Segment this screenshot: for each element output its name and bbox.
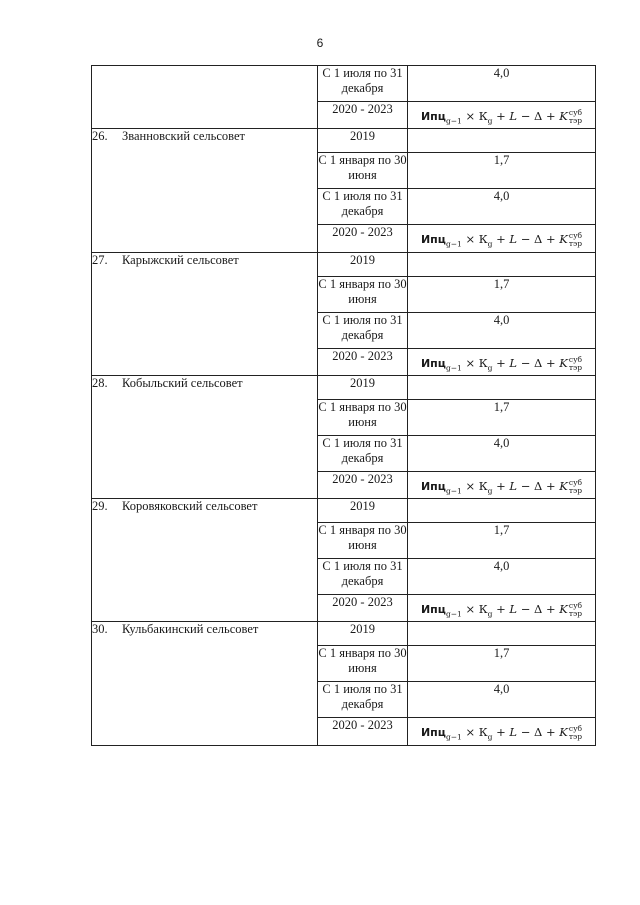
formula-plus-2: + xyxy=(545,109,556,123)
formula-minus: − xyxy=(520,232,531,247)
formula-delta: Δ xyxy=(534,478,543,493)
formula-l: L xyxy=(509,478,518,493)
formula-plus-2: + xyxy=(545,725,556,740)
formula-ipc: Ипц xyxy=(420,233,446,247)
settlement-name-cell xyxy=(92,375,318,498)
formula-k2: K xyxy=(559,725,568,740)
formula-plus: + xyxy=(496,725,506,740)
row-number: 27. xyxy=(92,252,108,267)
tariff-formula xyxy=(408,349,595,375)
period-cell: 2019 xyxy=(318,129,408,153)
formula-plus-2: + xyxy=(545,602,556,617)
formula-times: × xyxy=(465,109,476,123)
settlement-name-cell xyxy=(92,622,318,745)
formula-k: К xyxy=(478,602,488,617)
period-cell: 2020 - 2023 xyxy=(318,225,408,252)
value-cell: 4,0 xyxy=(408,682,596,718)
formula-ipc: Ипц xyxy=(420,479,446,493)
formula-ipc: Ипц xyxy=(420,356,446,370)
settlement-name: Карыжский сельсовет xyxy=(122,252,239,267)
formula-k2: K xyxy=(559,602,568,617)
formula-l: L xyxy=(509,109,518,123)
tariff-formula xyxy=(408,472,595,498)
tariff-formula xyxy=(408,102,595,128)
settlement-name: Кобыльский сельсовет xyxy=(122,375,243,390)
formula-delta: Δ xyxy=(534,725,543,740)
tariff-table-body xyxy=(92,66,596,746)
formula-k-sub: g xyxy=(487,239,493,249)
period-cell: 2020 - 2023 xyxy=(318,348,408,375)
value-cell-empty xyxy=(408,622,596,646)
formula-l: L xyxy=(509,355,518,370)
formula-ipc-sub: g−1 xyxy=(445,362,462,372)
formula-plus: + xyxy=(496,109,506,123)
formula-minus: − xyxy=(520,725,531,740)
settlement-name: Званновский сельсовет xyxy=(122,129,245,144)
formula-k: К xyxy=(478,478,488,493)
formula-plus-2: + xyxy=(545,478,556,493)
period-cell: 2019 xyxy=(318,252,408,276)
formula-plus: + xyxy=(496,355,506,370)
formula-cell xyxy=(408,348,596,375)
formula-k2-sub: тэр xyxy=(568,239,583,249)
name-cell-empty xyxy=(92,66,318,129)
formula-cell xyxy=(408,718,596,745)
formula-plus-2: + xyxy=(545,355,556,370)
formula-k2-sub: тэр xyxy=(568,732,583,742)
formula-minus: − xyxy=(520,109,531,123)
period-cell: С 1 июля по 31 декабря xyxy=(318,435,408,471)
value-cell: 4,0 xyxy=(408,435,596,471)
period-cell: 2020 - 2023 xyxy=(318,718,408,745)
value-cell-empty xyxy=(408,499,596,523)
row-number: 29. xyxy=(92,499,108,514)
formula-k2-sup: суб xyxy=(568,231,583,241)
formula-ipc-sub: g−1 xyxy=(445,239,462,249)
formula-minus: − xyxy=(520,355,531,370)
formula-k-sub: g xyxy=(487,116,493,126)
formula-k2-sub: тэр xyxy=(568,485,583,495)
formula-k2-sup: суб xyxy=(568,724,583,734)
formula-k2-sub: тэр xyxy=(568,362,583,372)
formula-cell xyxy=(408,471,596,498)
period-cell: С 1 июля по 31 декабря xyxy=(318,682,408,718)
formula-k: К xyxy=(478,355,488,370)
value-cell: 1,7 xyxy=(408,399,596,435)
period-cell: 2019 xyxy=(318,622,408,646)
period-cell: 2019 xyxy=(318,499,408,523)
formula-k-sub: g xyxy=(487,362,493,372)
formula-k2-sup: суб xyxy=(568,601,583,611)
formula-ipc-sub: g−1 xyxy=(445,732,462,742)
value-cell-empty xyxy=(408,375,596,399)
formula-k2-sub: тэр xyxy=(568,609,583,619)
value-cell: 4,0 xyxy=(408,312,596,348)
row-number: 26. xyxy=(92,129,108,144)
formula-plus: + xyxy=(496,232,506,247)
settlement-name-cell xyxy=(92,252,318,375)
table-row xyxy=(92,252,596,276)
formula-k2-sup: суб xyxy=(568,477,583,487)
formula-k-sub: g xyxy=(487,732,493,742)
formula-l: L xyxy=(509,602,518,617)
period-cell: С 1 июля по 31 декабря xyxy=(318,312,408,348)
value-cell: 1,7 xyxy=(408,153,596,189)
formula-plus-2: + xyxy=(545,232,556,247)
page-number: 6 xyxy=(316,36,324,50)
period-cell: 2020 - 2023 xyxy=(318,595,408,622)
value-cell: 1,7 xyxy=(408,646,596,682)
table-row xyxy=(92,66,596,102)
formula-ipc: Ипц xyxy=(420,726,446,740)
formula-times: × xyxy=(465,478,476,493)
row-number: 30. xyxy=(92,622,108,637)
formula-ipc: Ипц xyxy=(420,110,446,123)
period-cell: С 1 января по 30 июня xyxy=(318,153,408,189)
formula-k2-sup: суб xyxy=(568,108,583,117)
formula-times: × xyxy=(465,725,476,740)
tariff-formula xyxy=(408,225,595,251)
settlement-name-cell xyxy=(92,129,318,252)
tariff-formula xyxy=(408,595,595,621)
formula-k: К xyxy=(478,109,488,123)
formula-minus: − xyxy=(520,602,531,617)
formula-delta: Δ xyxy=(534,232,543,247)
formula-ipc-sub: g−1 xyxy=(445,609,462,619)
formula-k-sub: g xyxy=(487,609,493,619)
formula-k2: K xyxy=(559,355,568,370)
value-cell-empty xyxy=(408,129,596,153)
period-cell: С 1 января по 30 июня xyxy=(318,276,408,312)
period-cell: 2020 - 2023 xyxy=(318,102,408,129)
formula-ipc-sub: g−1 xyxy=(445,486,462,496)
period-cell: С 1 июля по 31 декабря xyxy=(318,66,408,102)
formula-delta: Δ xyxy=(534,355,543,370)
value-cell: 4,0 xyxy=(408,66,596,102)
formula-times: × xyxy=(465,232,476,247)
period-cell: С 1 января по 30 июня xyxy=(318,399,408,435)
value-cell: 4,0 xyxy=(408,189,596,225)
table-row xyxy=(92,499,596,523)
tariff-table xyxy=(91,65,596,746)
formula-times: × xyxy=(465,355,476,370)
period-cell: 2020 - 2023 xyxy=(318,471,408,498)
formula-plus: + xyxy=(496,602,506,617)
formula-delta: Δ xyxy=(534,602,543,617)
formula-delta: Δ xyxy=(534,109,543,123)
settlement-name: Коровяковский сельсовет xyxy=(122,499,258,514)
period-cell: С 1 января по 30 июня xyxy=(318,646,408,682)
formula-k2-sub: тэр xyxy=(568,116,583,125)
formula-l: L xyxy=(509,232,518,247)
formula-ipc: Ипц xyxy=(420,603,446,617)
formula-k2-sup: суб xyxy=(568,354,583,364)
value-cell: 4,0 xyxy=(408,559,596,595)
formula-times: × xyxy=(465,602,476,617)
row-number: 28. xyxy=(92,375,108,390)
formula-k2: K xyxy=(559,232,568,247)
settlement-name-cell xyxy=(92,499,318,622)
formula-k-sub: g xyxy=(487,486,493,496)
formula-plus: + xyxy=(496,478,506,493)
value-cell-empty xyxy=(408,252,596,276)
formula-k: К xyxy=(478,725,488,740)
tariff-formula xyxy=(408,718,595,744)
period-cell: С 1 июля по 31 декабря xyxy=(318,559,408,595)
table-row xyxy=(92,129,596,153)
formula-cell xyxy=(408,225,596,252)
formula-minus: − xyxy=(520,478,531,493)
table-row xyxy=(92,622,596,646)
period-cell: 2019 xyxy=(318,375,408,399)
value-cell: 1,7 xyxy=(408,523,596,559)
formula-ipc-sub: g−1 xyxy=(445,116,462,126)
value-cell: 1,7 xyxy=(408,276,596,312)
formula-cell xyxy=(408,595,596,622)
formula-cell xyxy=(408,102,596,129)
table-row xyxy=(92,375,596,399)
formula-l: L xyxy=(509,725,518,740)
period-cell: С 1 июля по 31 декабря xyxy=(318,189,408,225)
formula-k2: K xyxy=(559,478,568,493)
formula-k2: K xyxy=(559,109,568,123)
period-cell: С 1 января по 30 июня xyxy=(318,523,408,559)
formula-k: К xyxy=(478,232,488,247)
settlement-name: Кульбакинский сельсовет xyxy=(122,622,259,637)
